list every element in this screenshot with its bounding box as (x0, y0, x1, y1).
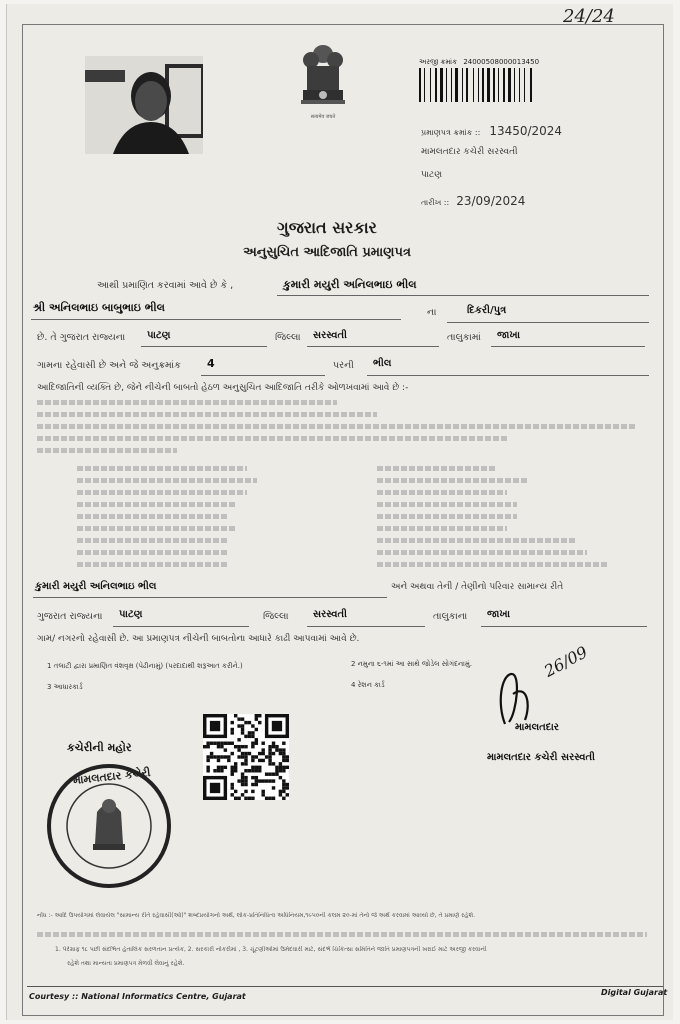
qr-code (203, 714, 289, 800)
place-value: પાટણ (147, 330, 171, 341)
issue-date: 23/09/2024 (456, 194, 526, 208)
illegible-reference-line (77, 478, 257, 483)
father-name: શ્રી અનિલભાઇ બાબુભાઇ ભીલ (33, 301, 165, 314)
illegible-reference-line (37, 400, 337, 405)
line-place-2 (113, 626, 249, 627)
barcode (419, 68, 559, 102)
illegible-reference-line (377, 550, 587, 555)
issue-date-row (421, 194, 525, 208)
line-place (141, 346, 267, 347)
issuing-office: મામલતદાર કચેરી સરસ્વતી (421, 147, 518, 157)
barcode-bar (453, 68, 454, 102)
applicant-name: કુમારી મયુરી અનિલભાઇ ભીલ (283, 278, 417, 291)
seal-text: મામલતદાર કચેરી (72, 765, 152, 788)
illegible-reference-line (377, 526, 507, 531)
barcode-bar (455, 68, 458, 102)
illegible-reference-line (77, 526, 237, 531)
signature-date-note: 26/09 (541, 642, 591, 681)
district-label: જિલ્લા (275, 332, 301, 343)
district-value-2: સરસ્વતી (313, 609, 347, 620)
district-value: સરસ્વતી (313, 330, 347, 341)
barcode-bar (496, 68, 497, 102)
barcode-bar (530, 68, 532, 102)
line-tribe (367, 375, 649, 376)
taluka-value: જાખા (497, 330, 521, 341)
barcode-bar (500, 68, 502, 102)
illegible-reference-line (37, 424, 637, 429)
illegible-reference-line (377, 562, 607, 567)
barcode-bar (491, 68, 492, 102)
issue-date-label: તારીખ :: (421, 198, 450, 207)
barcode-bar (422, 68, 423, 102)
footer-item-1: 1. પેરેગ્રાફ ૧૮ પછી સંદર્ભિત હેતાલિક સરળતાન પ્રત્યેક, 2. સરકારી નોકરીમાં , 3. ચૂંટણીઓમાં ઉમેદવારી માટે, સંદર્ભ ચિકિત્સા સમિતિને જાતિ પ્રમાણપત્રની ખરાઈ માટે અરજી કરવાની (55, 946, 487, 953)
line-applicant-name (277, 295, 649, 296)
illegible-reference-line (37, 412, 377, 417)
relation: દિકરી/પુત્ર (467, 305, 507, 316)
line-relation (447, 322, 649, 323)
par-label: પરની (333, 360, 354, 371)
document-item-2: 2 નમુના ૬-૧માં આ સાથે જોડેલ સોગંદનામું. (351, 660, 473, 668)
taluka-label-2: તાલુકાના (433, 611, 468, 622)
footer-illegible-line (37, 932, 647, 937)
barcode-bar (444, 68, 445, 102)
illegible-reference-line (77, 562, 227, 567)
certificate-title: ગુજરાત સરકાર (277, 218, 377, 237)
barcode-bar (459, 68, 461, 102)
national-emblem (297, 40, 349, 120)
illegible-reference-line (77, 502, 237, 507)
state-label-2: ગુજરાત રાજ્યના (37, 611, 103, 622)
line-taluka (491, 346, 645, 347)
officer-signature (487, 664, 597, 730)
issuing-place: પાટણ (421, 170, 443, 180)
document-item-1: 1 તલાટી દ્વારા પ્રમાણિત વંશવૃક્ષ (પેઢીનામું) (પરદાદાથી શરૂઆત કરીને.) (47, 662, 243, 670)
line-district (307, 346, 439, 347)
barcode-bar (438, 68, 439, 102)
place-value-2: પાટણ (119, 609, 143, 620)
tribe-statement: આદિજાતિની વ્યક્તિ છે, જેને નીચેની બાબતો હેઠળ અનુસુચિત આદિજાતિ તરીકે ઓળખવામાં આવે છે :- (37, 383, 409, 393)
footer-divider (27, 986, 663, 987)
barcode-bar (524, 68, 525, 102)
barcode-bar (451, 68, 452, 102)
state-label: છે. તે ગુજરાત રાજ્યના (37, 332, 126, 343)
barcode-bar (516, 68, 518, 102)
illegible-reference-line (377, 514, 517, 519)
barcode-bar (466, 68, 468, 102)
illegible-reference-line (77, 466, 247, 471)
office-seal (45, 762, 173, 890)
illegible-reference-line (37, 436, 507, 441)
document-item-3: 3 આધારકાર્ડ (47, 683, 83, 691)
barcode-bar (462, 68, 463, 102)
barcode-bar (487, 68, 490, 102)
illegible-reference-line (377, 502, 517, 507)
barcode-bar (435, 68, 437, 102)
illegible-reference-line (377, 538, 577, 543)
barcode-bar (526, 68, 529, 102)
barcode-bar (424, 68, 425, 102)
barcode-bar (464, 68, 465, 102)
barcode-bar (521, 68, 523, 102)
line-taluka-2 (481, 626, 647, 627)
cert-number: 13450/2024 (489, 124, 563, 138)
footer-note: નોંધ :- આદિ ઉપયોગમાં લેવાયેલ "સામાન્ય રીતે રહેવાસી(ઓ)" શબ્દપ્રયોગનો અર્થ, લોક-પ્રતિનિધિત્વ અધિનિયમ,૧૯૫૦ની કલમ ૨૦-માં તેનો જે અર્થ કરવામાં આવ્યો છે, તે પ્રમાણે રહેશે. (37, 912, 476, 919)
applicant-name-repeat: કુમારી મયુરી અનિલભાઇ ભીલ (35, 581, 157, 592)
barcode-bar (475, 68, 477, 102)
illegible-reference-line (77, 490, 247, 495)
certify-label: આથી પ્રમાણિત કરવામાં આવે છે કે , (97, 280, 234, 291)
illegible-reference-line (77, 538, 227, 543)
barcode-bar (503, 68, 505, 102)
signatory-office: મામલતદાર કચેરી સરસ્વતી (487, 752, 595, 763)
line-father-name (31, 319, 401, 320)
barcode-bar (473, 68, 474, 102)
taluka-label: તાલુકામાં (447, 332, 481, 343)
signatory-title: મામલતદાર (515, 722, 559, 733)
certificate-subtitle: અનુસુચિત આદિજાતિ પ્રમાણપત્ર (243, 245, 411, 260)
family-resident-label: અને અથવા તેની / તેણીનો પરિવાર સામાન્ય રીતે (391, 582, 564, 592)
illegible-reference-line (77, 550, 227, 555)
illegible-reference-line (77, 514, 227, 519)
barcode-bar (514, 68, 515, 102)
line-applicant-repeat (33, 597, 387, 598)
barcode-bar (448, 68, 450, 102)
cert-number-label: પ્રમાણપત્ર ક્રમાંક :: (421, 128, 481, 137)
handwritten-page-note: 24/24 (563, 6, 615, 27)
barcode-bar (512, 68, 513, 102)
barcode-bar (430, 68, 431, 102)
barcode-bar (480, 68, 481, 102)
line-district-2 (307, 626, 425, 627)
document-item-4: 4 રેશન કાર્ડ (351, 681, 385, 689)
serial-number: 4 (207, 357, 215, 370)
digital-gujarat-text: Digital Gujarat (601, 988, 668, 997)
basis-statement: ગામ/ નગરનો રહેવાસી છે. આ પ્રમાણપત્ર નીચેની બાબતોના આધારે કાઢી આપવામાં આવે છે. (37, 634, 360, 644)
barcode-bar (478, 68, 479, 102)
barcode-bar (469, 68, 472, 102)
cert-number-row (421, 124, 562, 138)
barcode-bar (508, 68, 511, 102)
barcode-bar (426, 68, 429, 102)
barcode-bar (506, 68, 507, 102)
barcode-bar (446, 68, 447, 102)
illegible-reference-line (377, 490, 507, 495)
barcode-bar (440, 68, 443, 102)
barcode-bar (419, 68, 421, 102)
resident-label: ગામના રહેવાસી છે અને જે અનુક્રમાંક (37, 360, 181, 371)
taluka-value-2: જાખા (487, 609, 511, 620)
district-label-2: જિલ્લા (263, 611, 289, 622)
emblem-caption: सत्यमेव जयते (310, 114, 336, 120)
seal-label: કચેરીની મહોર (67, 741, 132, 754)
courtesy-text: Courtesy :: National Informatics Centre, Gujarat (29, 992, 246, 1001)
illegible-reference-line (377, 466, 497, 471)
illegible-reference-line (377, 478, 527, 483)
barcode-bar (519, 68, 520, 102)
barcode-bar (485, 68, 486, 102)
barcode-label: અરજી ક્રમાંક (419, 58, 458, 66)
barcode-bar (533, 68, 534, 102)
barcode-bar (482, 68, 484, 102)
barcode-bar (493, 68, 495, 102)
barcode-number: 24000508000013450 (463, 58, 540, 66)
barcode-bar (432, 68, 434, 102)
barcode-label-row (419, 58, 599, 67)
applicant-photo (85, 56, 203, 154)
line-serial (201, 375, 325, 376)
footer-item-2: રહેશે તથા માન્યતા પ્રમાણપત્ર મેળવી લેવાનું રહેશે. (67, 960, 185, 967)
tribe-value: ભીલ (373, 358, 392, 369)
certificate-page (6, 4, 673, 1020)
illegible-reference-line (37, 448, 177, 453)
barcode-bar (498, 68, 499, 102)
relation-label: ના (427, 307, 437, 318)
